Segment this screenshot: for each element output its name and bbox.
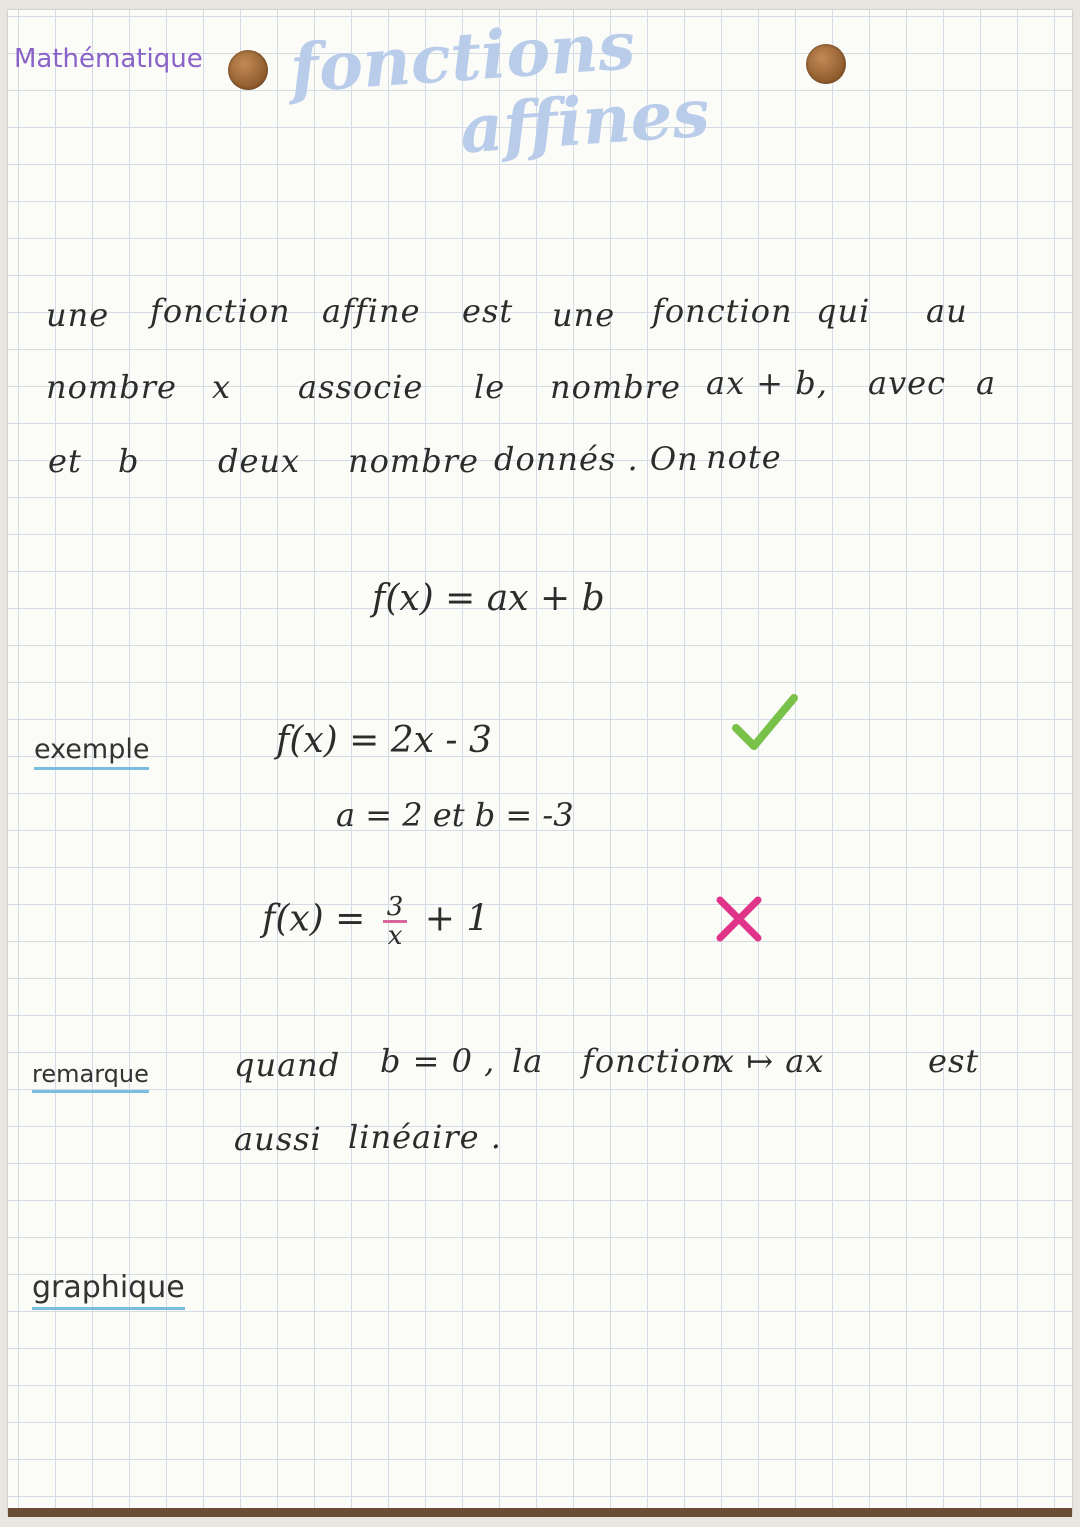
subject-label: Mathématique [14, 44, 203, 74]
word: deux [218, 442, 301, 480]
graph-label: graphique [32, 1270, 185, 1310]
word: x [212, 368, 232, 406]
word: la [512, 1042, 544, 1080]
word: affine [322, 292, 421, 330]
word: quand [234, 1046, 341, 1084]
word: a [976, 364, 997, 402]
word: nombre [550, 368, 681, 406]
word: ax + b, [706, 364, 828, 402]
word: une [46, 296, 110, 334]
page-title-line1: fonctions [287, 6, 638, 108]
word: linéaire . [348, 1118, 502, 1156]
check-icon [728, 688, 800, 760]
word: b [118, 442, 140, 480]
word: fonction [150, 292, 291, 330]
general-formula: f(x) = ax + b [372, 578, 605, 619]
word: le [474, 368, 506, 406]
formula2-prefix: f(x) = [262, 898, 366, 940]
word: associe [298, 368, 424, 406]
word: donnés . On [494, 440, 699, 478]
word: note [706, 438, 782, 476]
word: fonction [652, 292, 793, 330]
fraction [383, 894, 408, 949]
page-bottom-edge [8, 1508, 1072, 1517]
word: b = 0 , [380, 1042, 496, 1080]
word: fonction [582, 1042, 723, 1080]
example-label: exemple [34, 734, 149, 770]
example-formula-1: f(x) = 2x - 3 [276, 720, 492, 761]
fraction-denominator: x [387, 921, 403, 951]
word: nombre [46, 368, 177, 406]
word: est [928, 1042, 980, 1080]
word: avec [868, 364, 947, 402]
word: et [48, 442, 82, 480]
remark-label: remarque [32, 1060, 149, 1093]
formula2-suffix: + 1 [424, 898, 490, 940]
word: nombre [348, 442, 479, 480]
word: aussi [234, 1120, 322, 1158]
example-values: a = 2 et b = -3 [336, 796, 574, 834]
cross-icon [712, 892, 766, 946]
fraction-numerator: 3 [383, 894, 408, 923]
word: x ↦ ax [716, 1042, 825, 1080]
page-title-line2: affines [457, 73, 712, 169]
word: une [552, 296, 616, 334]
word: est [462, 292, 514, 330]
punch-hole-left [228, 50, 268, 90]
example-formula-2 [262, 894, 489, 949]
word: au [926, 292, 968, 330]
word: qui [816, 292, 871, 330]
punch-hole-right [806, 44, 846, 84]
